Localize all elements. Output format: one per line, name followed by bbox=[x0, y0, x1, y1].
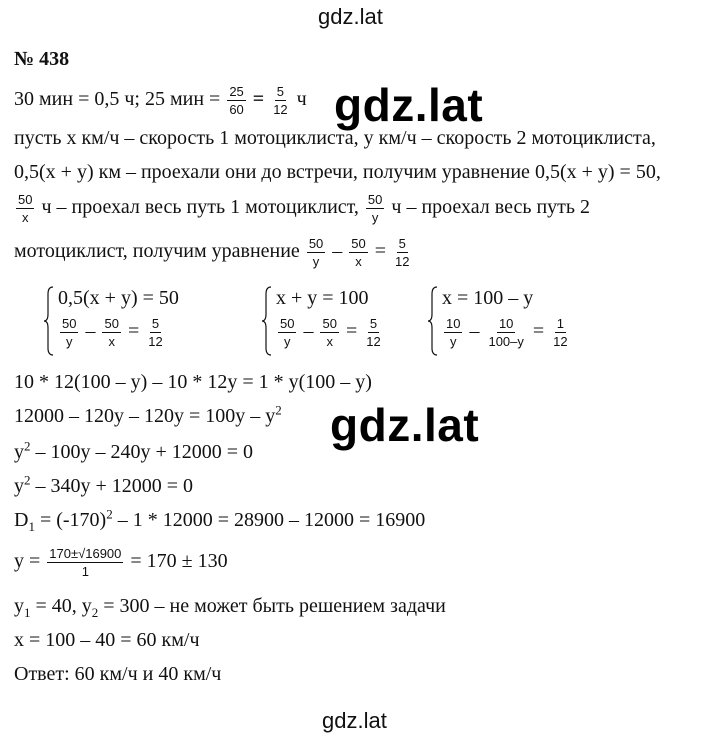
answer-line: Ответ: 60 км/ч и 40 км/ч bbox=[14, 663, 222, 685]
text-line-13: x = 100 – 40 = 60 км/ч bbox=[14, 629, 200, 651]
equation-system-3 bbox=[428, 282, 628, 360]
text-line-2: пусть x км/ч – скорость 1 мотоциклиста, у км/ч – скорость 2 мотоциклиста, bbox=[14, 127, 656, 149]
minus-sign: – bbox=[332, 240, 343, 263]
fraction-root: $\frac{170\pm√16900}{1}$ bbox=[49, 546, 122, 579]
fraction-5-12: $\frac{5}{12}$ bbox=[395, 236, 410, 269]
equation-system-1 bbox=[44, 282, 244, 360]
text-line-6: 10 * 12(100 – y) – 10 * 12y = 1 * y(100 – y) bbox=[14, 371, 372, 393]
fraction-50-x: $\frac{50}{x}$ bbox=[18, 192, 33, 225]
left-brace-icon bbox=[428, 286, 438, 356]
text-line-1 bbox=[14, 84, 307, 117]
fraction-50-y: $\frac{50}{y}$ bbox=[367, 192, 383, 225]
text-line-7: $12000 - 120y - 120y = 100y - y^2$ bbox=[14, 402, 282, 427]
text-line-3: 0,5(x + y) км – проехали они до встречи, получим уравнение 0,5(x + y) = 50, bbox=[14, 161, 661, 183]
system1-row1: 0,5(x + y) = 50 bbox=[58, 287, 179, 309]
system2-row2: $\frac{50}{y}$ – $\frac{50}{x}$ = $\frac{5}{12}$ bbox=[280, 316, 381, 349]
text-line-8: $y^2 - 100y - 240y + 12000 = 0$ bbox=[14, 438, 254, 463]
fraction-25-60: $\frac{25}{60}$ bbox=[229, 84, 244, 117]
watermark-bottom: gdz.lat bbox=[322, 708, 387, 733]
unit-hour: ч bbox=[296, 88, 307, 111]
text-line-5 bbox=[14, 236, 414, 269]
watermark-mid-1: gdz.lat bbox=[334, 79, 484, 131]
equals-sign: = bbox=[374, 240, 387, 263]
text-line-11: y = $\frac{170\pm√16900}{1}$ = 170 ± 130 bbox=[14, 546, 228, 579]
watermark-top: gdz.lat bbox=[318, 4, 383, 29]
fraction-50-x: $\frac{50}{x}$ bbox=[351, 236, 366, 269]
system3-row1: x = 100 – y bbox=[442, 287, 534, 309]
watermark-mid-2: gdz.lat bbox=[330, 399, 480, 451]
text-line-10: $D_1 = (-170)^2 - 1 * 12000 = 28900 - 12000 = 16900$ bbox=[14, 506, 426, 534]
left-brace-icon bbox=[44, 286, 54, 356]
fraction-50-y: $\frac{50}{y}$ bbox=[308, 236, 324, 269]
problem-number: № 438 bbox=[14, 48, 70, 70]
system3-row2: $\frac{10}{y}$ – $\frac{10}{100-y}$ = $\frac{1}{12}$ bbox=[446, 316, 568, 349]
equals-sign: = bbox=[252, 88, 265, 111]
line1-text: 30 мин = 0,5 ч; 25 мин = bbox=[14, 88, 221, 111]
system2-row1: x + y = 100 bbox=[276, 287, 369, 309]
equation-system-2 bbox=[262, 282, 422, 360]
fraction-5-12: $\frac{5}{12}$ bbox=[273, 84, 288, 117]
text-line-9: $y^2 - 340y + 12000 = 0$ bbox=[14, 472, 194, 497]
line5-text: мотоциклист, получим уравнение bbox=[14, 240, 300, 263]
line4-text-2: ч – проехал весь путь 2 bbox=[391, 196, 591, 219]
left-brace-icon bbox=[262, 286, 272, 356]
line4-text-1: ч – проехал весь путь 1 мотоциклист, bbox=[41, 196, 359, 219]
text-line-12: $y_1 = 40$, $y_2 = 300$ – не может быть решением задачи bbox=[14, 595, 446, 620]
text-line-4 bbox=[14, 192, 590, 225]
system1-row2: $\frac{50}{y}$ – $\frac{50}{x}$ = $\frac{5}{12}$ bbox=[62, 316, 163, 349]
